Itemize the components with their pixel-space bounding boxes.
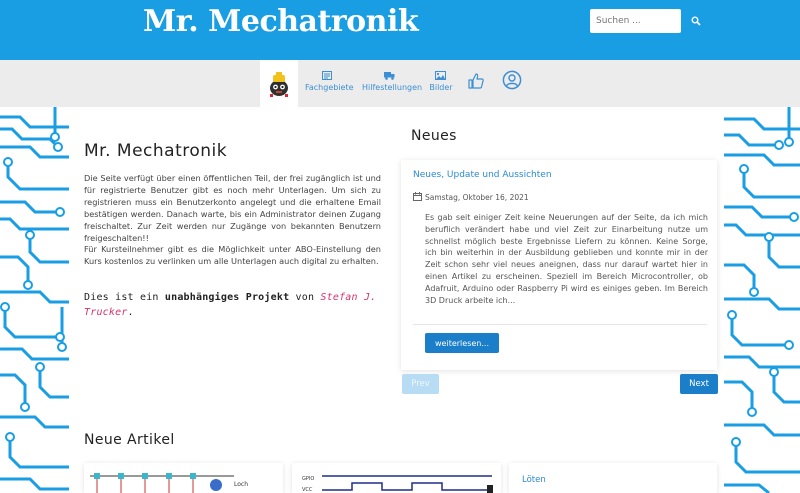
circuit-pattern-left (0, 107, 69, 493)
truck-icon (384, 72, 395, 80)
mascot-logo-icon (267, 70, 291, 98)
timing-diagram-thumbnail (292, 463, 501, 493)
nav-home[interactable] (260, 60, 298, 107)
nav-label-hilfestellungen: Hilfestellungen (362, 83, 423, 92)
nav-label-bilder: Bilder (429, 83, 453, 92)
intro-paragraph: Die Seite verfügt über einen öffentlichen Teil, der frei zugänglich ist und für registrierte Benutzer gibt es noch mehr Unterlagen. Um sich zu registrieren muss ein Benutzerkonto angelegt und die erhaltene Email bestätigen werden. Danach warte, bis ein Administrator deinen Zugang freischaltet. Zur Zeit werden nur Zugänge von bekannten Benutzern freigeschalten!! (84, 173, 381, 243)
newspaper-icon (322, 71, 332, 80)
project-statement (84, 290, 384, 320)
diagram-label: VCC (302, 487, 313, 493)
news-title-link[interactable]: Neues, Update und Aussichten (413, 170, 552, 180)
search-button[interactable] (685, 9, 707, 33)
diagram-label: GPIO (302, 476, 315, 482)
image-icon (435, 71, 446, 80)
circuit-pattern-right (724, 107, 800, 493)
article-card[interactable] (292, 463, 501, 493)
project-bold: unabhängiges Projekt (164, 292, 290, 303)
site-header (0, 0, 800, 60)
main-nav (0, 60, 800, 107)
intro-title: Mr. Mechatronik (84, 141, 228, 161)
project-end: . (127, 307, 134, 318)
calendar-icon (413, 192, 422, 201)
news-body: Es gab seit einiger Zeit keine Neuerungen auf der Seite, da ich mich beruflich verändert habe und viel Zeit zur Einarbeitung nutze um schnellst möglich beste Ergebnisse Liefern zu können. Keine Sorge, ich bin weiterhin in der Ausbildung geblieben und konnte mir in der Zeit schon sehr viel neues aneignen, dass nur darauf wartet hier in einen Artikel zu erscheinen. Speziell im Bereich Microcontroller, ob Adafruit, Arduino oder Raspberry Pi wird es einiges geben. Im Bereich 3D Druck arbeite ich... (425, 213, 708, 305)
diagram-label: Loch (234, 481, 249, 488)
project-prefix: Dies ist ein (84, 292, 165, 303)
intro-paragraph-2: Für Kursteilnehmer gibt es die Möglichkeit unter ABO-Einstellung den Kurs kostenlos zu verlinken um alle Unterlagen auch digital zu erhalten. (84, 244, 381, 267)
news-heading: Neues (411, 128, 457, 144)
nav-user[interactable] (501, 60, 523, 107)
next-button[interactable]: Next (680, 374, 718, 394)
circuit-diagram-thumbnail (84, 463, 283, 493)
article-title-link[interactable]: Löten (522, 475, 546, 485)
read-more-button[interactable]: weiterlesen... (425, 333, 499, 353)
prev-button[interactable]: Prev (402, 374, 439, 394)
articles-heading: Neue Artikel (84, 432, 175, 448)
intro-text (84, 173, 381, 268)
search-icon (691, 16, 701, 26)
nav-like[interactable] (466, 60, 486, 107)
article-card[interactable] (84, 463, 283, 493)
nav-hilfestellungen[interactable] (362, 60, 423, 107)
search-input[interactable] (590, 9, 681, 33)
thumbs-up-icon (467, 72, 485, 90)
nav-bilder[interactable] (428, 60, 454, 107)
circuit-board-icon (724, 107, 800, 493)
news-date: Samstag, Oktober 16, 2021 (425, 193, 529, 202)
circuit-board-icon (0, 107, 69, 493)
news-divider (413, 324, 707, 325)
nav-fachgebiete[interactable] (305, 60, 354, 107)
site-title[interactable]: Mr. Mechatronik (143, 4, 419, 39)
project-mid: von (289, 292, 321, 303)
user-circle-icon (502, 70, 522, 90)
nav-label-fachgebiete: Fachgebiete (305, 83, 354, 92)
author-link[interactable]: Stefan J. Trucker (84, 292, 377, 318)
